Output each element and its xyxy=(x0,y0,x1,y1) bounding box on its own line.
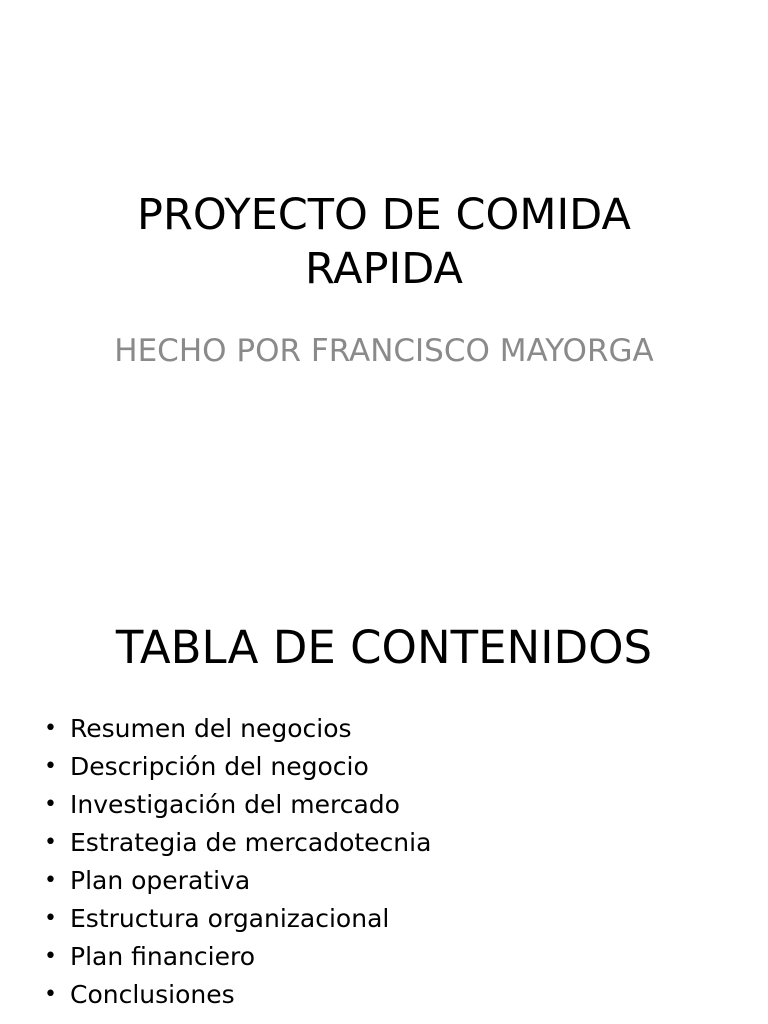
bullet-icon: • xyxy=(44,754,57,779)
toc-item-label: Estructura organizacional xyxy=(70,904,390,933)
toc-item-label: Conclusiones xyxy=(70,980,235,1009)
bullet-icon: • xyxy=(44,792,57,817)
bullet-icon: • xyxy=(44,868,57,893)
toc-item xyxy=(40,976,730,1014)
toc-item xyxy=(40,900,730,938)
bullet-icon: • xyxy=(44,906,57,931)
presentation-subtitle: HECHO POR FRANCISCO MAYORGA xyxy=(114,333,654,369)
bullet-icon: • xyxy=(44,944,57,969)
toc-item xyxy=(40,938,730,976)
toc-item-label: Resumen del negocios xyxy=(70,714,352,743)
toc-item-label: Plan operativa xyxy=(70,866,251,895)
bullet-icon: • xyxy=(44,830,57,855)
presentation-title: PROYECTO DE COMIDA RAPIDA xyxy=(137,190,631,294)
toc-item xyxy=(40,748,730,786)
toc-item-label: Investigación del mercado xyxy=(70,790,400,819)
toc-item xyxy=(40,710,730,748)
toc-item xyxy=(40,862,730,900)
toc-item-label: Descripción del negocio xyxy=(70,752,369,781)
toc-heading: TABLA DE CONTENIDOS xyxy=(115,621,653,674)
bullet-icon: • xyxy=(44,716,57,741)
toc-item xyxy=(40,786,730,824)
toc-item xyxy=(40,824,730,862)
toc-item-label: Plan financiero xyxy=(70,942,255,971)
table-of-contents-slide xyxy=(0,576,768,1024)
bullet-icon: • xyxy=(44,982,57,1007)
toc-list xyxy=(40,710,730,1014)
toc-item-label: Estrategia de mercadotecnia xyxy=(70,828,432,857)
